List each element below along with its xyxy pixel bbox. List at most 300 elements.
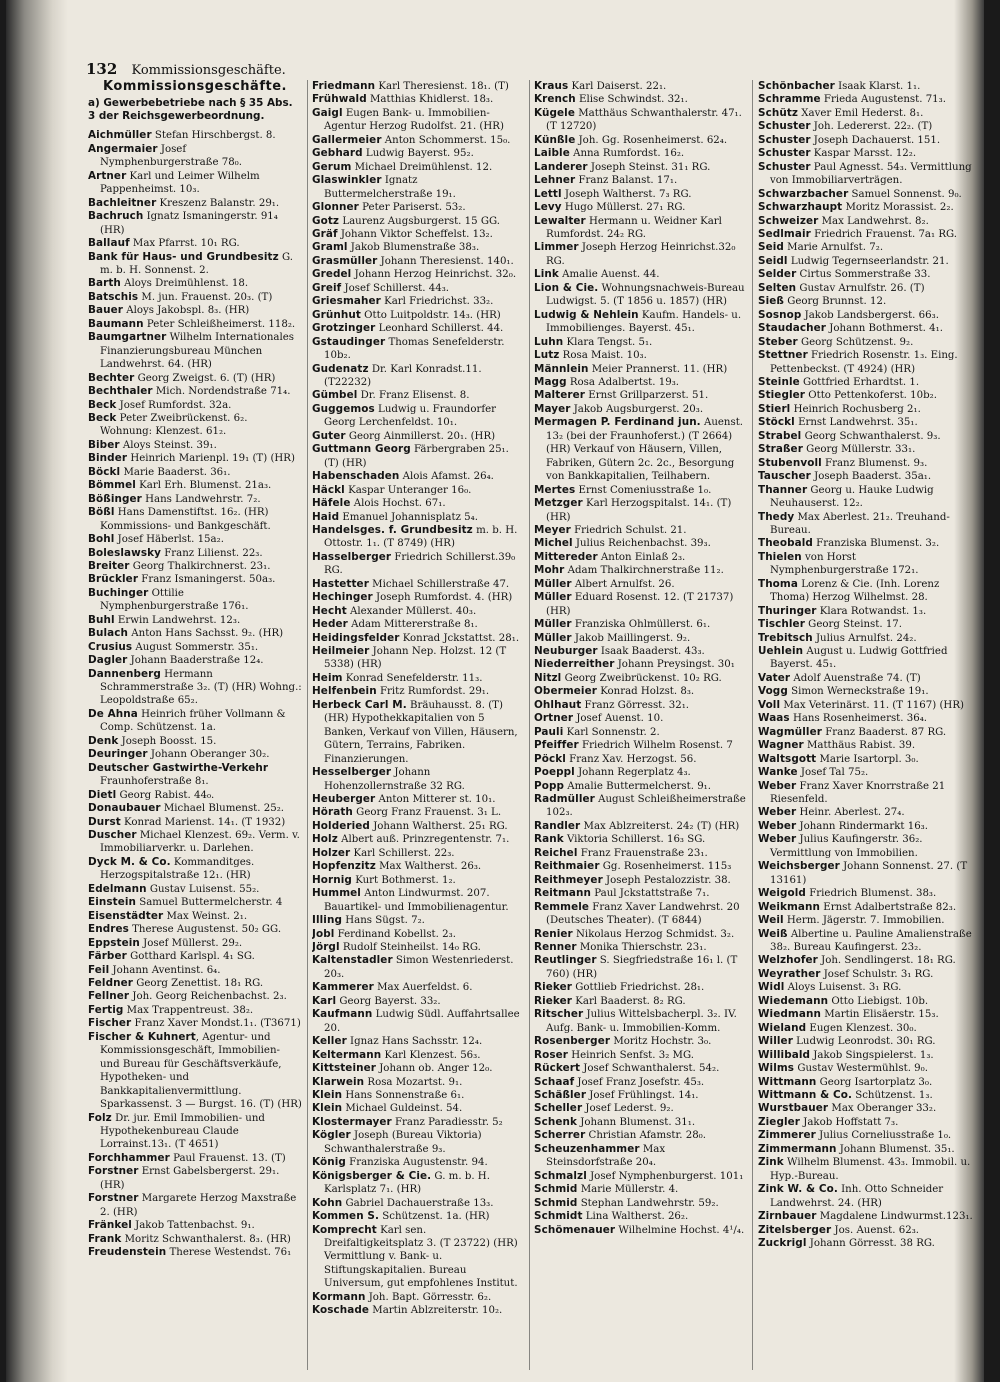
column-rule [752,80,753,1370]
entry-name: Wittmann & Co. [758,1088,852,1101]
entry-details: Ferdinand Kobellst. 2₃. [334,928,456,940]
entry-name: Laible [534,147,570,160]
running-title: Kommissionsgeschäfte. [131,63,286,78]
entry-details: Adolf Auenstraße 74. (T) [790,672,921,684]
entry-name: Seid [758,241,784,254]
entry-name: Weiß [758,927,788,940]
entry-name: Bechthaler [88,385,153,398]
directory-entry [758,1183,974,1210]
entry-name: Zink [758,1156,784,1169]
directory-entry [312,107,524,134]
entry-details: Georg Schwanthalerst. 9₃. [801,430,941,442]
entry-details: G. m. b. H. Sonnenst. 2. [100,251,293,276]
entry-details: Ernst Landwehrst. 35₁. [794,417,918,429]
directory-entry [758,443,974,456]
directory-entry [312,578,524,591]
entry-name: Zirnbauer [758,1210,817,1223]
entry-details: Karl Herzogspitalst. 14₁. (T) (HR) [546,498,732,523]
entry-name: Guggemos [312,402,375,415]
directory-entry [534,1170,746,1183]
entry-details: Peter Pariserst. 53₂. [358,202,466,214]
directory-entry [312,161,524,174]
entry-details: Konrad Jckstattst. 28₁. [399,632,520,644]
entry-name: Voll [758,698,781,711]
entry-name: Rosenberger [534,1035,611,1048]
entry-details: Ludwig Leonrodst. 30₁ RG. [792,1036,936,1048]
entry-name: Müller [534,591,572,604]
entry-details: Karl Schillerst. 22₃. [350,847,455,859]
entry-details: Eugen Bank- u. Immobilien-Agentur Herzog Rudolfst. 21. (HR) [324,107,504,133]
directory-entry [534,524,746,537]
entry-details: Julius Wittelsbacherpl. 3₂. IV. Aufg. Bank- u. Immobilien-Komm. [546,1009,737,1034]
entry-name: Meyer [534,523,571,536]
directory-entry [758,685,974,698]
directory-entry [534,766,746,779]
entry-details: Johann Waltherst. 25₁ RG. [369,820,508,832]
entry-details: Dr. Franz Elisenst. 8. [357,390,470,402]
entry-name: Kögler [312,1129,351,1142]
directory-entry [534,268,746,281]
entry-name: Schuster [758,147,811,160]
entry-name: Schömenauer [534,1223,616,1236]
entry-details: Jakob Augsburgerst. 20₃. [570,403,704,415]
entry-name: Dietl [88,788,117,801]
directory-entry [312,336,524,363]
directory-entry [312,941,524,954]
entry-name: Schönbacher [758,80,835,92]
directory-entry [534,201,746,214]
entry-name: Steber [758,335,798,348]
entry-details: Eduard Rosenst. 12. (T 21737) (HR) [546,592,734,617]
entry-name: Wagner [758,739,804,752]
entry-name: Komprecht [312,1223,377,1236]
directory-entry [758,80,974,93]
entry-details: Anton Mitterer st. 10₁. [375,794,496,806]
entry-name: Beck [88,411,117,424]
directory-entry [312,1102,524,1115]
entry-name: Kohn [312,1196,343,1209]
directory-entry [88,735,302,748]
entry-details: Johann Aventinst. 6₄. [109,964,221,976]
entry-details: Johann Regerplatz 4₃. [574,767,691,779]
directory-entry [312,1116,524,1129]
entry-details: Gottfried Erhardtst. 1. [799,376,920,388]
entry-name: Schmid [534,1183,578,1196]
entry-details: Georg Zweibrückenst. 10₂ RG. [561,672,722,684]
entry-name: Fränkel [88,1219,132,1232]
directory-entry [88,560,302,573]
entry-name: Dyck M. & Co. [88,855,171,868]
entry-name: Forstner [88,1192,139,1205]
entry-details: Fritz Rumfordst. 29₁. [376,686,490,698]
directory-entry [534,174,746,187]
entry-details: Simon Werneckstraße 19₁. [787,686,929,698]
directory-entry [534,564,746,577]
entry-name: Graml [312,241,348,254]
entry-details: Johann Blumenst. 35₁. [836,1143,955,1155]
directory-entry [312,672,524,685]
entry-name: Schenk [534,1115,577,1128]
entry-details: M. jun. Frauenst. 20₃. (T) [138,291,273,303]
directory-entry [758,93,974,106]
entry-name: Ohlhaut [534,698,582,711]
entry-details: Georg Ainmillerst. 20₁. (HR) [345,430,496,442]
directory-entry [534,941,746,954]
directory-entry [534,645,746,658]
directory-entry [312,309,524,322]
directory-entry [88,399,302,412]
entry-details: Albertine u. Pauline Amalienstraße 38₂. Bureau Kaufingerst. 23₂. [770,928,972,953]
entry-name: Rieker [534,994,573,1007]
entry-name: Waltsgott [758,752,817,765]
directory-entry [312,403,524,430]
entry-details: Friedrich Schillerst.39₀ RG. [324,551,516,577]
entry-details: Julius Corneliusstraße 1₀. [815,1130,952,1142]
entry-details: Hans Landwehrstr. 7₂. [141,493,261,505]
entry-name: Grasmüller [312,254,378,267]
directory-entry [758,1224,974,1237]
entry-details: Johann Blumenst. 31₁. [577,1116,696,1128]
entry-details: Hans Damenstiftst. 16₂. (HR) Kommissions- und Bankgeschäft. [100,507,271,532]
directory-entry [88,896,302,909]
entry-details: Dr. Karl Konradst.11.(T22232) [324,363,482,388]
entry-details: Kaspar Unteranger 16₀. [344,484,472,496]
entry-details: Konrad Holzst. 8₃. [596,686,695,698]
entry-details: Rudolf Steinheilst. 14₀ RG. [339,942,481,953]
entry-name: Stiegler [758,389,806,402]
entry-name: Reutlinger [534,954,597,967]
entry-name: Weyrather [758,967,821,980]
directory-entry [88,802,302,815]
directory-entry [534,833,746,846]
entry-name: Reichel [534,846,578,859]
entry-details: August Sommerstr. 35₁. [132,641,259,653]
directory-entry [758,430,974,443]
entry-name: Guttmann Georg [312,443,411,456]
entry-details: Frieda Augustenst. 71₃. [820,94,946,106]
directory-entry [88,587,302,614]
directory-entry [88,277,302,290]
entry-name: Hörath [312,806,353,819]
directory-entry [88,910,302,923]
entry-name: Luhn [534,335,564,348]
entry-details: Jakob Blumenstraße 38₃. [347,242,480,254]
entry-details: Ottilie Nymphenburgerstraße 176₁. [100,587,249,613]
directory-entry [534,672,746,685]
entry-name: Gudenatz [312,362,369,375]
entry-details: Joseph (Bureau Viktoria) Schwanthalerstraße 9₃. [324,1130,482,1155]
directory-entry [758,887,974,900]
directory-entry [534,309,746,336]
directory-entry [88,654,302,667]
entry-details: Josef Rumfordst. 32a. [116,399,232,411]
entry-details: Leonhard Schillerst. 44. [375,323,504,335]
entry-name: Endres [88,923,129,936]
directory-entry [758,605,974,618]
directory-entry [758,215,974,228]
entry-name: Pöckl [534,752,566,765]
entry-details: Jakob Tattenbachst. 9₁. [131,1220,255,1232]
entry-name: Mayer [534,402,571,415]
directory-entry [758,484,974,511]
entry-name: Deuringer [88,748,148,761]
entry-name: Scherrer [534,1129,586,1142]
entry-details: Ernst Comeniusstraße 1₀. [575,484,712,496]
entry-name: Baumgartner [88,331,167,344]
entry-name: Scheuzenhammer [534,1142,640,1155]
directory-entry [534,134,746,147]
entry-details: m. b. H. Ottostr. 1₁. (T 8749) (HR) [324,524,518,550]
entry-details: Joh. Ledererst. 22₂. (T) [810,121,933,133]
directory-entry [758,1022,974,1035]
entry-name: Schuster [758,160,811,173]
directory-entry [534,1197,746,1210]
directory-entry [312,928,524,941]
entry-details: S. Siegfriedstraße 16₁ l. (T 760) (HR) [546,955,738,980]
entry-name: Magg [534,375,567,388]
entry-details: Peter Zweibrückenst. 6₂. Wohnung: Klenzest. 61₂. [100,412,248,438]
entry-name: Bachruch [88,210,144,223]
entry-details: Aloys Jakobspl. 8₃. (HR) [123,305,250,317]
entry-details: Georg Franz Frauenst. 3₁ L. [352,807,502,819]
directory-entry [88,251,302,278]
entry-details: Josef Schulstr. 3₁ RG. [820,968,934,980]
directory-entry [312,1049,524,1062]
entry-name: Ludwig & Nehlein [534,308,639,321]
entry-details: Ernst Grillparzerst. 51. [585,390,709,402]
directory-entry [312,1008,524,1035]
directory-entry [758,457,974,470]
entry-name: Metzger [534,497,583,510]
directory-entry [534,80,746,93]
entry-name: Gstaudinger [312,335,386,348]
entry-name: Weber [758,819,797,832]
entry-name: Selder [758,268,797,281]
entry-name: Thoma [758,577,798,590]
entry-name: Landerer [534,160,588,173]
directory-entry [534,1008,746,1035]
entry-details: Joseph Baaderst. 35a₁. [810,471,932,483]
entry-name: Dannenberg [88,667,161,680]
entry-details: Georg Bayerst. 33₂. [336,995,441,1007]
entry-name: Holderied [312,819,370,832]
entry-details: Anton Lindwurmst. 207. Bauartikel- und Immobilienagentur. [324,888,509,913]
entry-details: Josef Nymphenburgerst. 101₁ [586,1170,744,1182]
entry-name: Heder [312,618,348,631]
entry-details: Max Waltherst. 26₃. [375,861,482,873]
directory-entry [758,1116,974,1129]
entry-details: Karl Klenzest. 56₃. [381,1049,481,1061]
directory-entry [312,511,524,524]
entry-name: Fischer & Kuhnert [88,1030,196,1043]
directory-entry [758,726,974,739]
entry-details: Georg Schützenst. 9₂. [797,336,914,348]
entry-name: Strabel [758,429,802,442]
entry-name: Pfeiffer [534,739,579,752]
entry-details: Matthäus Schwanthalerstr. 47₁. (T 12720) [546,107,742,133]
entry-name: Eppstein [88,936,140,949]
entry-name: Zimmermann [758,1142,837,1155]
entry-details: Julius Reichenbachst. 39₃. [572,538,711,550]
directory-entry [312,524,524,551]
entry-details: Aloys Steinst. 39₁. [119,439,217,451]
entry-name: Männlein [534,362,589,375]
directory-entry [312,1062,524,1075]
directory-entry [312,874,524,887]
section-title: Kommissionsgeschäfte. [103,80,287,94]
entry-details: Adam Thalkirchnerstraße 11₂. [564,565,724,577]
entry-name: Wiedmann [758,1008,821,1021]
entry-details: Josef Schwanthalerst. 54₂. [580,1063,720,1075]
entry-name: Crusius [88,640,133,653]
directory-entry [758,403,974,416]
entry-details: Johann Bothmerst. 4₁. [826,323,943,335]
entry-details: Magdalene Lindwurmst.123₁. [816,1211,973,1223]
entry-name: Dagler [88,654,128,667]
directory-entry [758,954,974,967]
entry-details: Johann Sonnenst. 27. (T 13161) [770,861,968,886]
entry-name: Haid [312,510,340,523]
entry-name: Hechinger [312,591,373,604]
entry-details: Anton Hans Sachsst. 9₂. (HR) [128,628,284,640]
entry-name: Schmidt [534,1210,583,1223]
directory-entry [534,753,746,766]
entry-details: Franz Blumenst. 9₃. [821,457,928,469]
directory-entry [758,766,974,779]
directory-entry [88,964,302,977]
directory-entry [534,497,746,524]
entry-name: Bechter [88,371,135,384]
entry-name: Schäßler [534,1088,587,1101]
directory-entry [88,641,302,654]
entry-details: Wilhelm Blumenst. 43₃. Immobil. u. Hyp.-Bureau. [770,1157,971,1182]
directory-entry [534,874,746,887]
entry-details: Kreszenz Balanstr. 29₁. [156,197,280,209]
entry-name: Levy [534,201,562,214]
directory-entry [88,479,302,492]
entry-details: Georg Zweigst. 6. (T) (HR) [134,372,276,384]
entry-details: Franz Balanst. 17₁. [575,175,678,187]
directory-entry [534,389,746,402]
directory-entry [534,363,746,376]
entry-name: Binder [88,452,128,465]
entry-name: Kaltenstadler [312,954,393,967]
directory-entry [88,1219,302,1232]
directory-entry [534,632,746,645]
entry-details: Alois Afamst. 26₄. [399,471,494,483]
entry-details: Gustav Luisenst. 55₂. [146,883,260,895]
directory-entry [758,672,974,685]
entry-details: Johann Hohenzollernstraße 32 RG. [324,767,465,792]
directory-entry [758,1035,974,1048]
directory-entry [758,699,974,712]
entry-details: Gotthard Karlspl. 4₁ SG. [126,951,255,963]
entry-details: Aloys Luisenst. 3₁ RG. [784,982,902,994]
entry-name: Hummel [312,887,361,900]
entry-name: Wurstbauer [758,1102,829,1115]
entry-details: Kurt Bothmerst. 1₂. [351,874,456,886]
entry-column-1 [88,80,302,1370]
directory-entry [312,295,524,308]
entry-name: Forchhammer [88,1151,170,1164]
entry-details: G. m. b. H. Karlsplatz 7₁. (HR) [324,1170,490,1196]
entry-name: Forstner [88,1165,139,1178]
entry-name: Schaaf [534,1075,575,1088]
entry-details: Dr. jur. Emil Immobilien- und Hypothekenbureau Claude Lorrainst.13₁. (T 4651) [100,1112,265,1151]
entry-details: Josef Franz Josefstr. 45₃. [574,1076,705,1088]
entry-column-3 [534,80,746,1370]
directory-entry [534,376,746,389]
entry-name: Donaubauer [88,802,161,815]
directory-entry [758,228,974,241]
directory-entry [88,1165,302,1192]
directory-entry [758,120,974,133]
entry-name: Gebhard [312,147,363,160]
entry-details: Gg. Rosenheimerst. 115₃ [599,861,732,873]
entry-details: Ignaz Hans Sachsstr. 12₄. [346,1036,483,1048]
directory-entry [88,372,302,385]
directory-entry [758,1102,974,1115]
entry-details: Johann Viktor Scheffelst. 13₂. [337,228,493,240]
entry-name: Buhl [88,613,115,626]
directory-entry [312,766,524,793]
directory-entry [758,780,974,807]
entry-details: Samuel Sonnenst. 9₀. [848,188,962,200]
entry-details: Konrad Senefelderstr. 11₃. [342,672,483,684]
entry-name: Bauer [88,304,124,317]
entry-details: Georg Zenettist. 18₁ RG. [133,978,264,989]
entry-name: De Ahna [88,707,138,720]
entry-name: Guter [312,429,346,442]
directory-entry [758,1156,974,1183]
entry-details: Ludwig u. Fraundorfer Georg Lerchenfeldst. 10₁. [324,403,497,429]
entry-name: Kraus [534,80,569,92]
entry-name: Edelmann [88,882,147,895]
entry-name: Kittsteiner [312,1062,376,1075]
entry-details: Peter Schleißheimerst. 118₂. [143,318,296,330]
entry-details: Paul Agnesst. 54₃. Vermittlung von Immobiliarverträgen. [770,161,972,187]
entry-name: Weil [758,914,784,927]
entry-details: Ernst Adalbertstraße 82₃. [820,901,957,913]
entry-name: Keltermann [312,1048,382,1061]
entry-details: Hans Rosenheimerst. 36₄. [789,713,928,725]
entry-details: Mich. Nordendstraße 71₄. [152,386,291,398]
directory-entry [312,268,524,281]
entry-name: Herbeck Carl M. [312,698,407,711]
directory-entry [88,950,302,963]
directory-entry [534,860,746,873]
entry-details: Schützenst. 1₃. [852,1089,933,1101]
entry-name: Roser [534,1048,568,1061]
directory-entry [312,806,524,819]
entry-name: Heidingsfelder [312,631,400,644]
directory-entry [88,170,302,197]
directory-entry [312,981,524,994]
directory-entry [534,537,746,550]
entry-details: Johann Rindermarkt 16₃. [796,820,929,832]
entry-column-2 [312,80,524,1370]
directory-entry [758,551,974,578]
entry-name: Kormann [312,1290,366,1303]
entry-details: August Schleißheimerstraße 102₃. [546,794,746,819]
entry-details: Samuel Buttermelcherstr. 4 [136,897,283,909]
directory-entry [312,322,524,335]
entry-name: Malterer [534,389,586,402]
directory-entry [312,820,524,833]
entry-details: Joh. Gg. Rosenheimerst. 62₄. [575,134,728,146]
directory-entry [534,349,746,362]
entry-name: Wieland [758,1021,807,1034]
